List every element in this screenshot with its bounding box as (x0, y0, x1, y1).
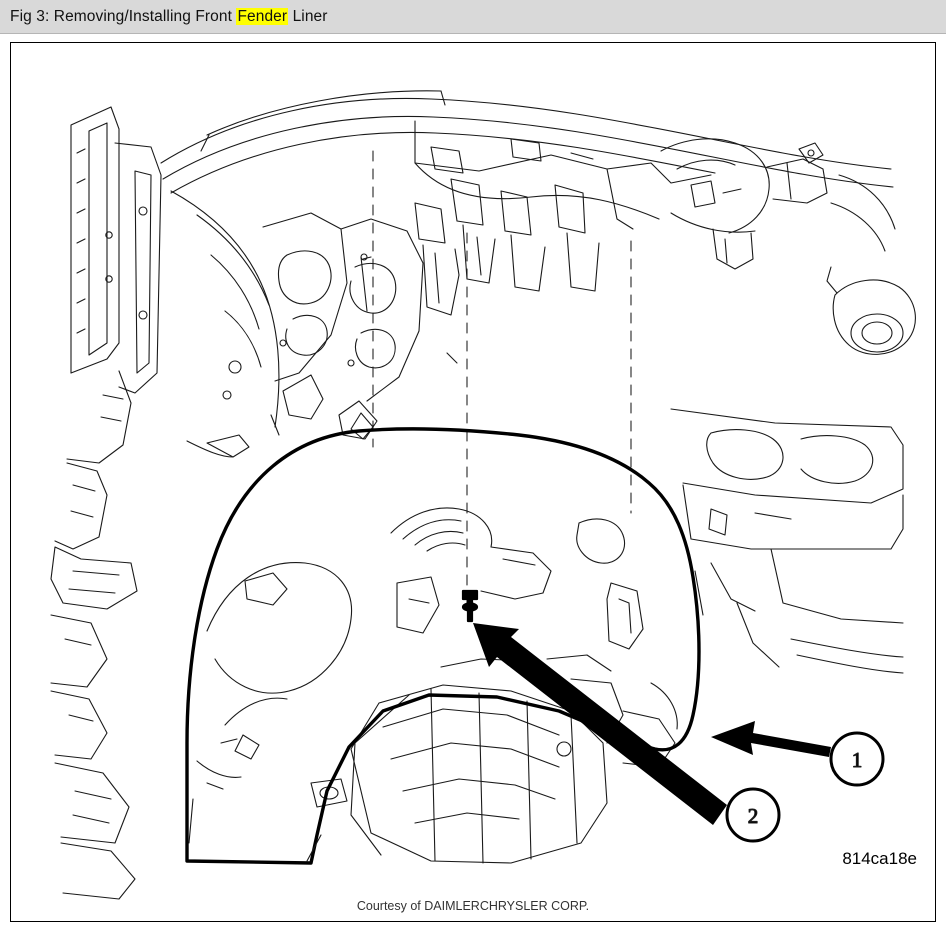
fender-liner-diagram (11, 43, 935, 921)
courtesy-notice: Courtesy of DAIMLERCHRYSLER CORP. (356, 899, 590, 913)
figure-caption-text (10, 8, 328, 26)
left-body-panel (51, 107, 161, 899)
caption-prefix: Fig 3: Removing/Installing Front (10, 7, 237, 25)
figure-code-label: 814ca18e (842, 849, 917, 868)
right-upper-structure (661, 139, 895, 269)
caption-suffix: Liner (288, 7, 328, 25)
caption-highlight-term: Fender (237, 7, 288, 25)
inner-wheelhouse-panel (171, 191, 423, 457)
upper-brackets (187, 179, 599, 457)
reference-dashed-lines (373, 151, 631, 603)
hub-detail (827, 267, 915, 354)
callout-2-label: 2 (747, 804, 759, 828)
callout-marker-1 (831, 733, 883, 785)
figure-caption-bar (0, 0, 946, 34)
cowl-panel (415, 121, 711, 229)
figure-frame (10, 42, 936, 922)
callout-arrow-1 (711, 721, 831, 757)
callout-1-label: 1 (851, 748, 863, 772)
liner-fastener (463, 591, 477, 621)
callout-marker-2 (727, 789, 779, 841)
upper-rail-assembly (161, 91, 893, 193)
lower-right-structure (671, 409, 903, 673)
lower-center-structure (311, 655, 675, 863)
